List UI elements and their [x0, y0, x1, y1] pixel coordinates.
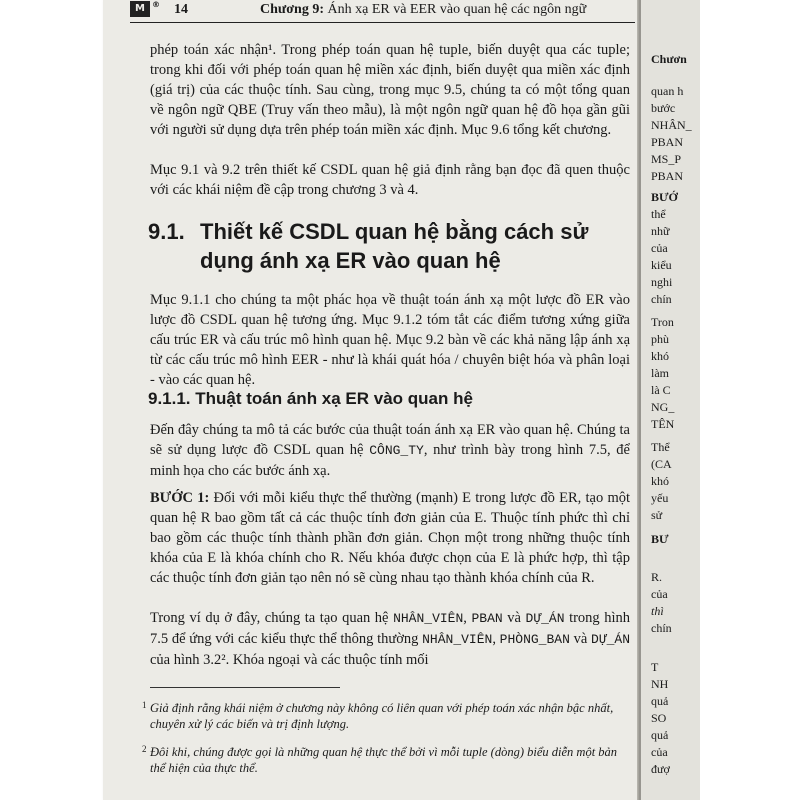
right-page-line: chín	[651, 621, 672, 635]
right-page-line: kiểu	[651, 258, 672, 272]
footnote-2: 2 Đôi khi, chúng được gọi là những quan hệ thực thể bởi vì mỗi tuple (dòng) biểu diễn một bản thể hiện của thực thể.	[142, 744, 618, 775]
right-page-line: là C	[651, 383, 671, 397]
right-page-line: phù	[651, 332, 669, 346]
right-page-line: T	[651, 660, 659, 674]
right-page-line: (CA	[651, 457, 672, 471]
footnote-rule	[150, 687, 340, 688]
right-page-line: Thể	[651, 440, 670, 454]
right-page-line: MS_P	[651, 152, 682, 166]
right-page-line: TÊN	[651, 417, 675, 431]
footnote-1: 1 Giả định rằng khái niệm ở chương này không có liên quan với phép toán xác nhận bậc nhất, chuyên xử lý các biến và trị định lượng.	[142, 700, 614, 731]
example-paragraph: Trong ví dụ ở đây, chúng ta tạo quan hệ NHÂN_VIÊN, PBAN và DỰ_ÁN trong hình 7.5 để ứng với các kiểu thực thể thông thường NHÂN_VIÊN, PHÒNG_BAN và DỰ_ÁN của hình 3.2². Khóa ngoại và các thuộc tính mối	[150, 610, 631, 668]
section-heading: 9.1. Thiết kế CSDL quan hệ bằng cách sử dụng ánh xạ ER vào quan hệ	[148, 219, 589, 273]
right-page-line: NH	[651, 677, 669, 691]
right-page-line: NHÂN_	[651, 118, 692, 132]
right-page-line: chín	[651, 292, 672, 306]
right-page-line: sử	[651, 508, 663, 522]
right-page-line: của	[651, 587, 668, 601]
step1-label: BƯỚC 1:	[150, 490, 210, 506]
page-number: 14	[174, 2, 188, 17]
right-page-line: yếu	[651, 491, 669, 505]
right-page-line: của	[651, 745, 668, 759]
right-page-line: Chươn	[651, 52, 687, 66]
right-page-line: quan h	[651, 84, 684, 98]
right-page-line: Tron	[651, 315, 674, 329]
right-page-line: BƯ	[651, 532, 669, 546]
right-page-line: khó	[651, 349, 669, 363]
right-page-line: R.	[651, 570, 663, 584]
step1-paragraph: BƯỚC 1: Đối với mỗi kiểu thực thể thường (mạnh) E trong lược đồ ER, tạo một quan hệ R bao gồm tất cả các thuộc tính đơn giản của E. Thuộc tính phức thì chỉ bao gồm các thuộc tính thành phần đơn giản. Chọn một trong những thuộc tính khóa của E là khóa chính cho R. Nếu khóa được chọn của E là phức hợp, thì tập các thuộc tính đơn giản tạo nên nó sẽ cùng nhau tạo thành khóa chính của R.	[150, 490, 631, 586]
right-page-line: PBAN	[651, 169, 684, 183]
page-header	[130, 0, 635, 23]
right-page-line: BƯỚ	[651, 190, 678, 204]
intro-paragraph-1: phép toán xác nhận¹. Trong phép toán quan hệ tuple, biến duyệt qua các tuple; trong khi đối với phép toán quan hệ miền xác định, biến duyệt qua miền xác định (giá trị) của các thuộc tính. Sau cùng, trong mục 9.5, chúng ta có một tổng quan về ngôn ngữ QBE (Truy vấn theo mẫu), là một ngôn ngữ quan hệ đồ họa gần gũi với người sử dụng dựa trên phép toán miền xác định. Mục 9.6 tổng kết chương.	[150, 42, 630, 138]
right-page-line: đượ	[651, 762, 670, 776]
right-page-line: nghi	[651, 275, 673, 289]
subsection-paragraph: Đến đây chúng ta mô tả các bước của thuật toán ánh xạ ER vào quan hệ. Chúng ta sẽ sử dụng lược đồ CSDL quan hệ CÔNG_TY, như trình bày trong hình 7.5, để minh họa cho các bước ánh xạ.	[150, 422, 630, 479]
right-page-line: nhữ	[651, 224, 670, 238]
right-page-line: SO	[651, 711, 667, 725]
chapter-heading: Chương 9: Ánh xạ ER và EER vào quan hệ các ngôn ngữ	[260, 2, 587, 17]
publisher-logo: M ®	[130, 1, 150, 17]
right-page-line: PBAN	[651, 135, 684, 149]
right-page-line: NG_	[651, 400, 675, 414]
section-paragraph: Mục 9.1.1 cho chúng ta một phác họa về thuật toán ánh xạ một lược đồ ER vào lược đồ CSDL quan hệ tương ứng. Mục 9.1.2 tóm tắt các điểm tương xứng giữa cấu trúc ER và cấu trúc mô hình quan hệ. Mục 9.2 bàn về các khả năng lập ánh xạ từ các cấu trúc mô hình EER - như là khái quát hóa / chuyên biệt hóa và phân loại - vào các quan hệ.	[150, 292, 630, 388]
right-page-line: bước	[651, 101, 676, 115]
right-page-line: quả	[651, 728, 669, 742]
intro-paragraph-2: Mục 9.1 và 9.2 trên thiết kế CSDL quan hệ giả định rằng bạn đọc đã quen thuộc với các khái niệm đề cập trong chương 3 và 4.	[150, 162, 630, 198]
right-page-line: khó	[651, 474, 669, 488]
right-page-line: thì	[651, 604, 664, 618]
right-page-line: thể	[651, 207, 666, 221]
right-page-line: quả	[651, 694, 669, 708]
right-page-line: làm	[651, 366, 669, 380]
right-page-line: của	[651, 241, 668, 255]
subsection-heading: 9.1.1. Thuật toán ánh xạ ER vào quan hệ	[148, 389, 473, 408]
